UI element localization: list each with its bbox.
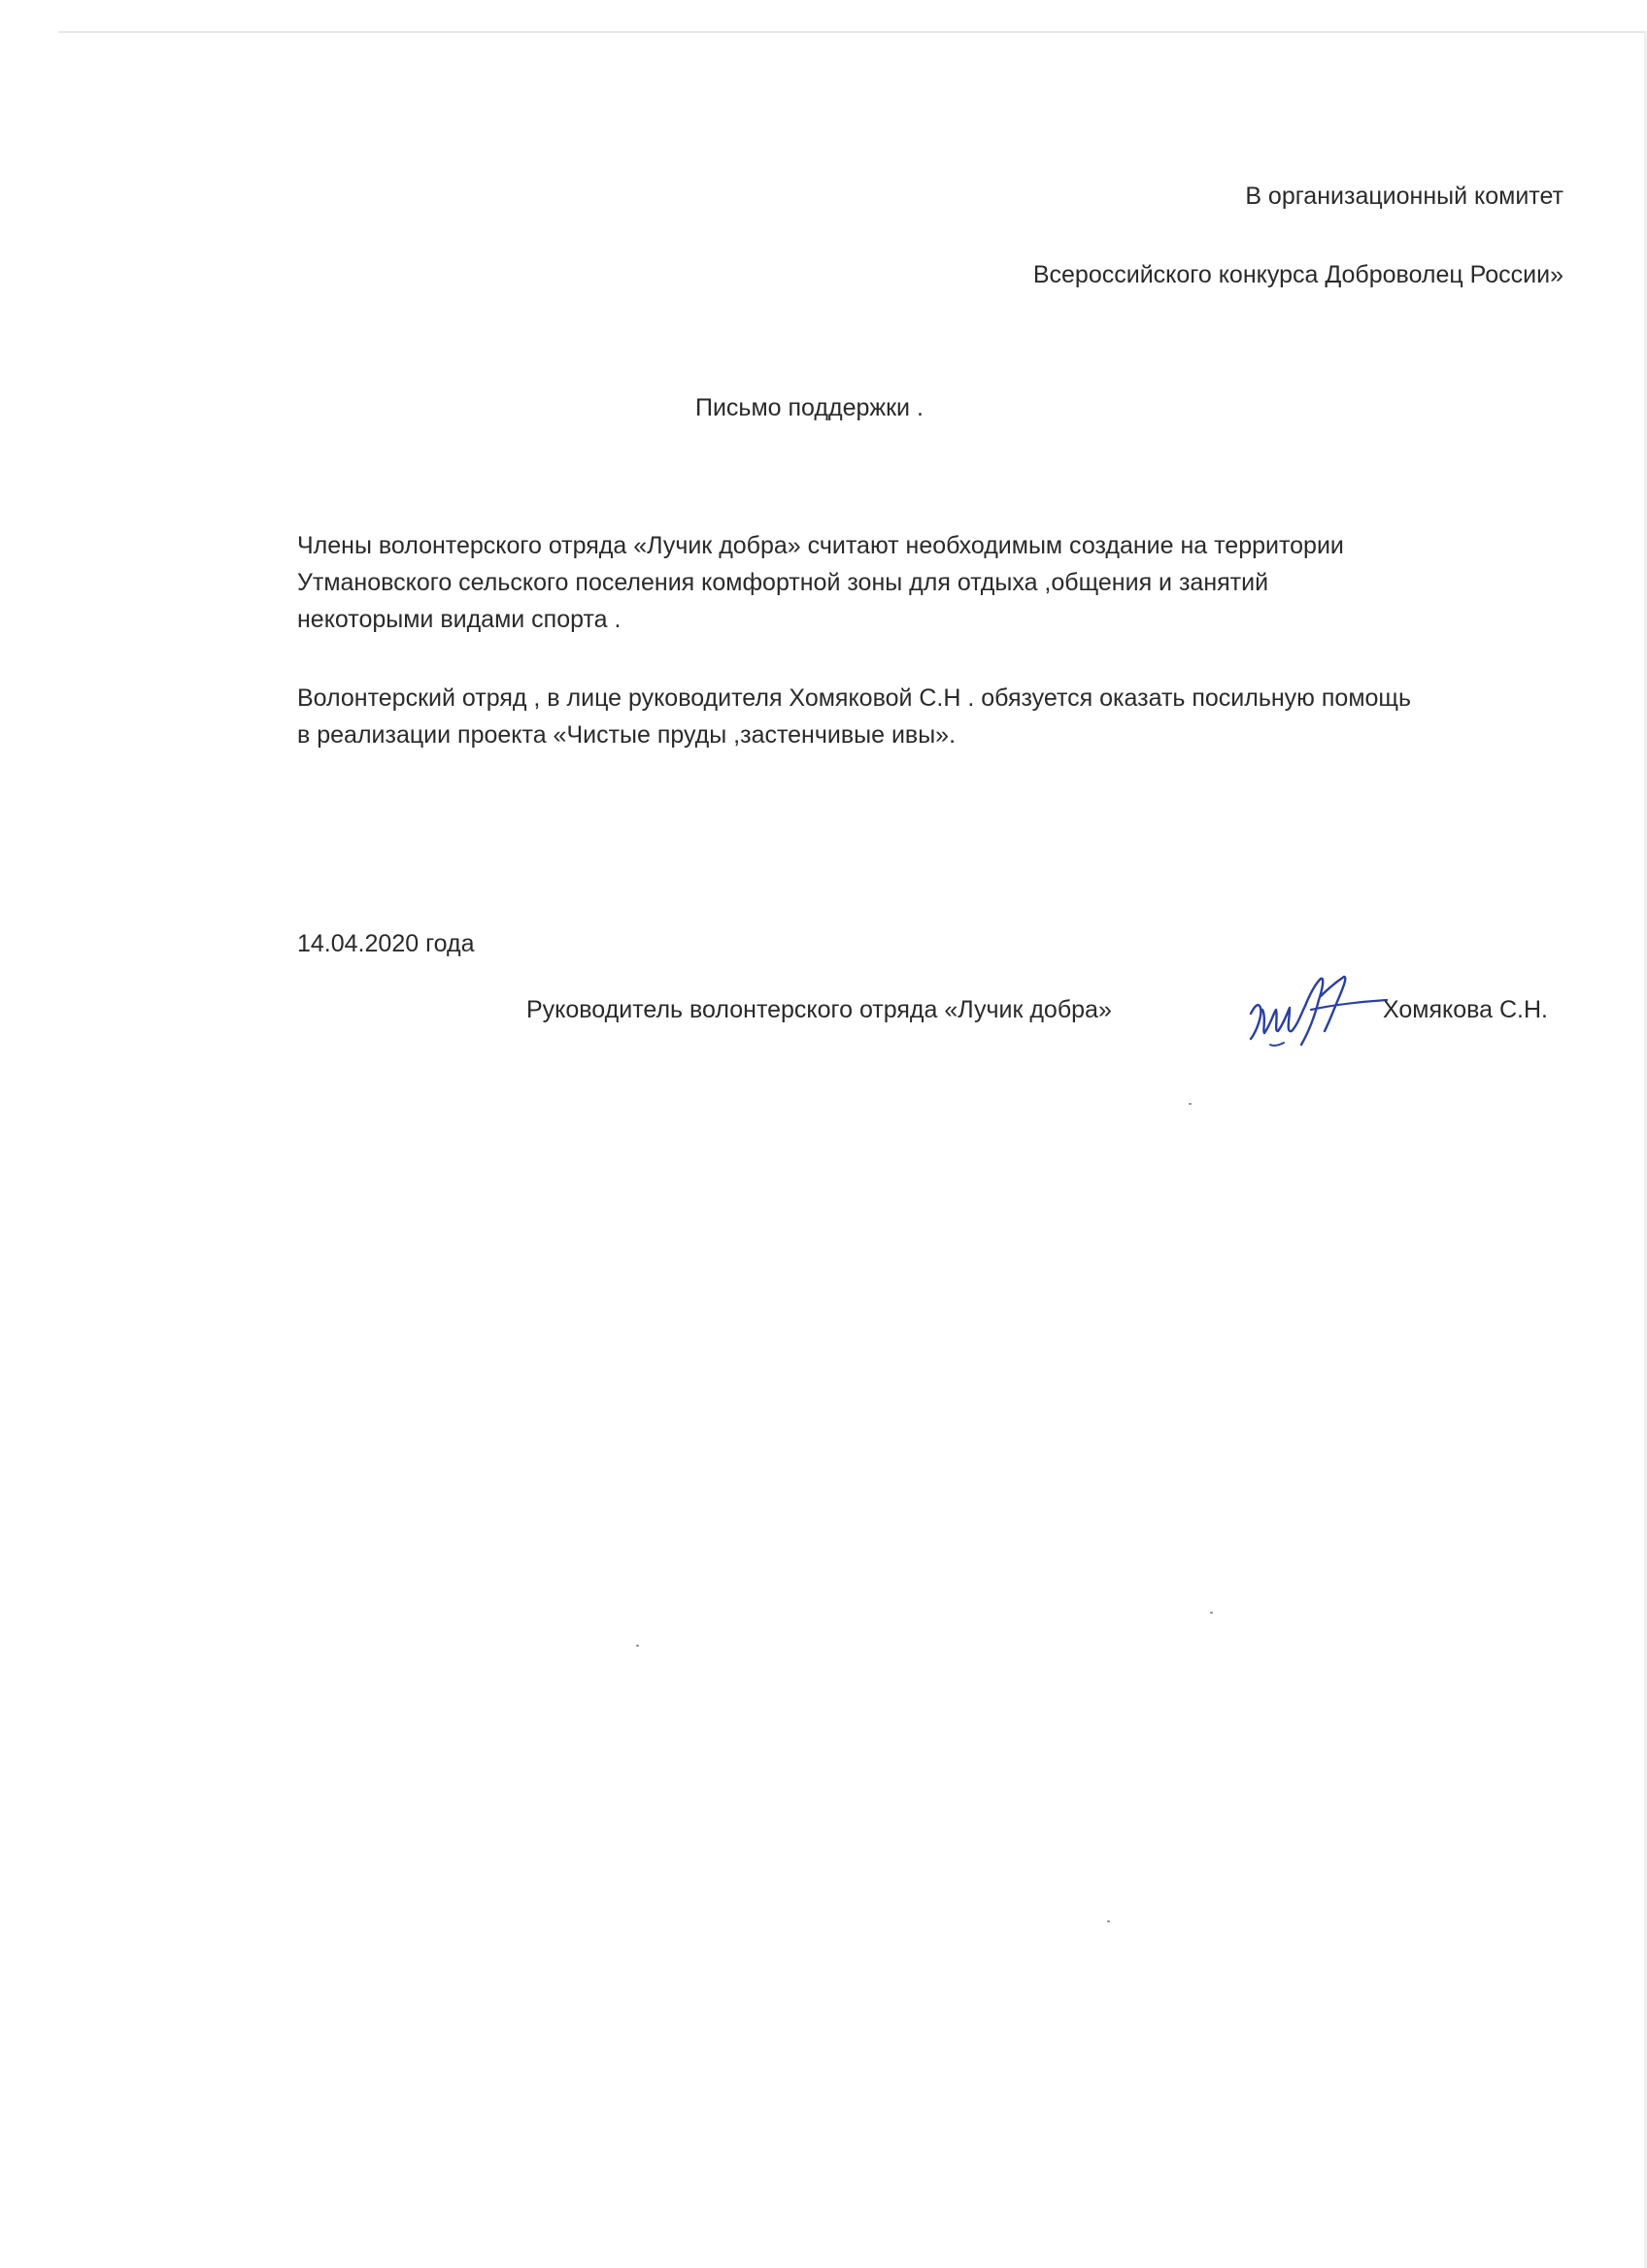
signature-stroke-3 (1311, 1000, 1387, 1010)
body-paragraph-2 (297, 680, 1569, 753)
addressee-line-1: В организационный комитет (1245, 183, 1563, 210)
paragraph-1-line-3: некоторыми видами спорта . (297, 606, 622, 633)
signer-title: Руководитель волонтерского отряда «Лучик добра» (526, 996, 1112, 1023)
paragraph-2-line-2: в реализации проекта «Чистые пруды ,застенчивые ивы». (297, 721, 957, 749)
signature-stroke-4 (1270, 1043, 1284, 1046)
addressee-line-2: Всероссийского конкурса Доброволец России» (1032, 261, 1563, 288)
document-title: Письмо поддержки . (695, 394, 924, 421)
paragraph-2-line-1: Волонтерский отряд , в лице руководителя Хомяковой С.Н . обязуется оказать посильную помощь (297, 684, 1412, 712)
signature-stroke-2 (1301, 977, 1345, 1045)
signer-name: Хомякова С.Н. (1383, 996, 1548, 1023)
paragraph-1-line-2: Утмановского сельского поселения комфортной зоны для отдыха ,общения и занятий (297, 569, 1269, 596)
scan-top-edge (58, 31, 1647, 33)
paragraph-1-line-1: Члены волонтерского отряда «Лучик добра» считают необходимым создание на территории (297, 532, 1344, 559)
handwritten-signature (1241, 967, 1396, 1054)
body-paragraph-1 (297, 527, 1569, 638)
signature-stroke-1 (1251, 1005, 1305, 1039)
scan-speck (636, 1645, 639, 1647)
scan-speck (1189, 1103, 1192, 1105)
document-date: 14.04.2020 года (297, 930, 475, 957)
scan-speck (1210, 1612, 1213, 1614)
addressee-block (1033, 184, 1563, 292)
scan-speck (1107, 1920, 1110, 1922)
